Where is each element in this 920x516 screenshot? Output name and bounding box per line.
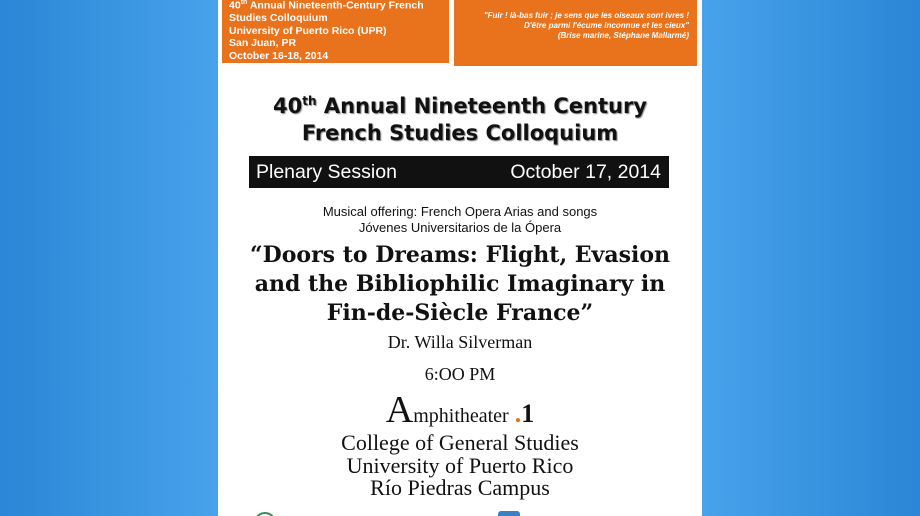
quote-attribution: (Brise marine, Stéphane Mallarmé) (557, 31, 689, 40)
venue-name (218, 388, 702, 432)
ordinal-number: 40 (229, 0, 241, 12)
plenary-session-bar (249, 156, 669, 188)
event-time: 6:OO PM (424, 364, 496, 384)
title-ordinal-suffix: th (302, 94, 317, 108)
venue-initial: A (385, 389, 414, 431)
address-line-3: Río Piedras Campus (370, 475, 550, 500)
musical-offering (218, 204, 702, 236)
speaker-name: Dr. Willa Silverman (387, 332, 533, 352)
musical-line-1: Musical offering: French Opera Arias and songs (322, 204, 598, 219)
lecture-line-3: Fin-de-Siècle France” (326, 300, 594, 326)
poster-title (218, 88, 702, 147)
musical-line-2: Jóvenes Universitarios de la Ópera (358, 220, 562, 235)
university-seal-icon (254, 512, 276, 516)
address-line-2: University of Puerto Rico (346, 452, 574, 478)
ordinal-suffix: th (240, 0, 248, 6)
lecture-title (218, 241, 702, 328)
venue-address (218, 432, 702, 500)
quote-line-2: D'être parmi l'écume inconnue et les cieux" (524, 21, 689, 30)
venue-number: 1 (521, 399, 535, 428)
session-label: Plenary Session (256, 160, 397, 183)
lecture-line-1: “Doors to Dreams: Flight, Evasion (250, 242, 670, 268)
event-poster (218, 0, 702, 516)
sponsor-logo-icon (498, 511, 520, 516)
quote-box (454, 0, 697, 66)
title-ordinal-number: 40 (273, 94, 303, 118)
title-line-1 (218, 88, 702, 120)
address-line-1: College of General Studies (341, 430, 579, 455)
lecture-line-2: and the Bibliophilic Imaginary in (254, 271, 666, 297)
title-line-1-text: Annual Nineteenth Century (316, 94, 647, 118)
info-line-5: October 16-18, 2014 (229, 49, 329, 62)
title-line-2: French Studies Colloquium (301, 121, 619, 145)
info-line-2: Studies Colloquium (229, 12, 328, 24)
info-line-4: San Juan, PR (229, 37, 297, 49)
quote-line-1: "Fuir ! là-bas fuir ; je sens que les oiseaux sont ivres ! (483, 11, 689, 20)
colloquium-info-box (222, 0, 449, 63)
venue-rest: mphitheater (413, 405, 509, 427)
venue-dot: . (514, 399, 522, 428)
info-line-3: University of Puerto Rico (UPR) (229, 24, 387, 37)
session-date: October 17, 2014 (510, 160, 661, 183)
info-line-1 (229, 0, 443, 12)
info-line-1-text: Annual Nineteenth-Century French (249, 0, 424, 12)
